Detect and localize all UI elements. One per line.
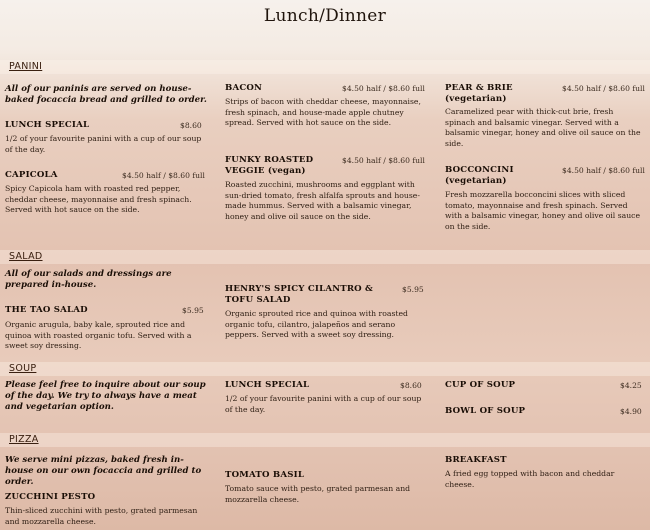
menu-item-price: $4.50 half / $8.60 full — [562, 84, 645, 93]
menu-item-name: LUNCH SPECIAL — [225, 380, 310, 390]
menu-item-price: $4.25 — [620, 381, 642, 390]
menu-item-description: 1/2 of your favourite panini with a cup of our soup of the day. — [225, 394, 422, 414]
section-band-panini — [0, 60, 650, 74]
menu-item-description: Spicy Capicola ham with roasted red pepper, cheddar cheese, mayonnaise and fresh spinach. Served with hot sauce on the side. — [5, 184, 192, 215]
menu-item-description: Tomato sauce with pesto, grated parmesan and mozzarella cheese. — [225, 484, 411, 504]
section-header-salad[interactable]: SALAD — [9, 251, 43, 262]
menu-item-price: $4.90 — [620, 407, 642, 416]
menu-item-name: TOMATO BASIL — [225, 470, 305, 480]
menu-item-description: Roasted zucchini, mushrooms and eggplant with sun-dried tomato, fresh alfalfa sprouts and house-made hummus. Served with a balsamic vinegar, honey and olive oil sauce on the side. — [225, 180, 420, 221]
menu-item-price: $4.50 half / $8.60 full — [342, 84, 425, 93]
soup-intro: Please feel free to inquire about our soup of the day. We try to always have a meat and vegetarian option. — [5, 380, 206, 412]
menu-item-name: BOWL OF SOUP — [445, 406, 526, 416]
panini-intro: All of our paninis are served on house-baked focaccia bread and grilled to order. — [5, 84, 207, 105]
menu-item-description: Thin-sliced zucchini with pesto, grated parmesan and mozzarella cheese. — [5, 506, 198, 526]
menu-item-description: Fresh mozzarella bocconcini slices with sliced tomato, mayonnaise and fresh spinach. Served with a balsamic vinegar, honey and olive oil sauce on the side. — [445, 190, 641, 231]
menu-item-price: $8.60 — [180, 121, 202, 130]
menu-item-name: THE TAO SALAD — [5, 305, 88, 315]
section-header-panini[interactable]: PANINI — [9, 61, 43, 72]
menu-item-price: $5.95 — [182, 306, 204, 315]
menu-item-price: $8.60 — [400, 381, 422, 390]
menu-item-description: Organic sprouted rice and quinoa with roasted organic tofu, cilantro, jalapeños and serano peppers. Served with a sweet soy dressing. — [225, 309, 408, 340]
section-band-salad — [0, 250, 650, 264]
menu-item-description: 1/2 of your favourite panini with a cup of our soup of the day. — [5, 134, 202, 154]
menu-item-name: ZUCCHINI PESTO — [5, 492, 96, 502]
section-header-soup[interactable]: SOUP — [9, 363, 37, 374]
menu-item-description: A fried egg topped with bacon and cheddar cheese. — [445, 469, 615, 489]
menu-item-name: LUNCH SPECIAL — [5, 120, 90, 130]
menu-item-name: HENRY'S SPICY CILANTRO & TOFU SALAD — [225, 284, 374, 305]
pizza-intro: We serve mini pizzas, baked fresh in-house on our own focaccia and grilled to order. — [5, 455, 202, 487]
section-band-pizza — [0, 433, 650, 447]
page-title: Lunch/Dinner — [263, 6, 387, 26]
menu-item-name: BACON — [225, 83, 263, 93]
menu-item-name: CAPICOLA — [5, 170, 58, 180]
menu-item-price: $5.95 — [402, 285, 424, 294]
menu-item-name: PEAR & BRIE (vegetarian) — [445, 83, 513, 104]
menu-item-description: Caramelized pear with thick-cut brie, fresh spinach and balsamic vinegar. Served with a balsamic vinegar, honey and olive oil sauce on the side. — [445, 107, 641, 148]
menu-item-price: $4.50 half / $8.60 full — [562, 166, 645, 175]
menu-item-name: BOCCONCINI (vegetarian) — [445, 165, 514, 186]
section-band-soup — [0, 362, 650, 376]
menu-item-name: BREAKFAST — [445, 455, 507, 465]
salad-intro: All of our salads and dressings are prepared in-house. — [5, 269, 172, 290]
menu-item-price: $4.50 half / $8.60 full — [342, 156, 425, 165]
menu-item-description: Strips of bacon with cheddar cheese, mayonnaise, fresh spinach, and house-made apple chutney spread. Served with hot sauce on the side. — [225, 97, 421, 128]
menu-item-name: FUNKY ROASTED VEGGIE (vegan) — [225, 155, 314, 176]
section-header-pizza[interactable]: PIZZA — [9, 434, 39, 445]
menu-item-price: $4.50 half / $8.60 full — [122, 171, 205, 180]
menu-item-description: Organic arugula, baby kale, sprouted rice and quinoa with roasted organic tofu. Served with a sweet soy dressing. — [5, 320, 192, 351]
menu-item-name: CUP OF SOUP — [445, 380, 516, 390]
